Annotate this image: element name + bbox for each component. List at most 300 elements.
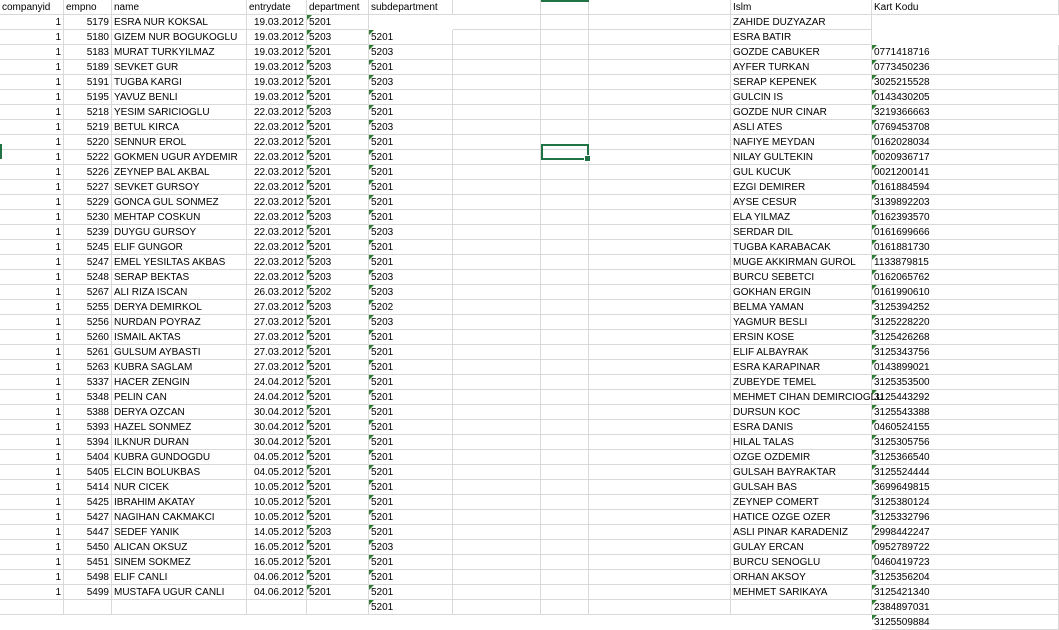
empty-cell[interactable]: [541, 360, 589, 375]
empty-cell[interactable]: [589, 255, 731, 270]
cell-kart-kodu[interactable]: 0161881730: [872, 240, 1059, 255]
empty-cell[interactable]: [589, 210, 731, 225]
cell-islm[interactable]: OZGE OZDEMIR: [731, 450, 872, 465]
empty-cell[interactable]: [589, 240, 731, 255]
cell-entrydate[interactable]: 19.03.2012: [247, 75, 307, 90]
column-header-entrydate[interactable]: entrydate: [247, 0, 307, 15]
cell-name[interactable]: MURAT TURKYILMAZ: [112, 45, 247, 60]
cell-subdepartment[interactable]: 5201: [369, 585, 453, 600]
cell-entrydate[interactable]: 27.03.2012: [247, 300, 307, 315]
empty-cell[interactable]: [589, 405, 731, 420]
cell-entrydate[interactable]: 22.03.2012: [247, 150, 307, 165]
cell-entrydate[interactable]: 22.03.2012: [247, 210, 307, 225]
cell-islm[interactable]: ZUBEYDE TEMEL: [731, 375, 872, 390]
cell-department[interactable]: 5201: [307, 15, 369, 30]
empty-cell[interactable]: [453, 150, 541, 165]
cell-subdepartment[interactable]: 5201: [369, 360, 453, 375]
cell-department[interactable]: 5203: [307, 30, 369, 45]
empty-cell[interactable]: [589, 165, 731, 180]
cell-name[interactable]: SEDEF YANIK: [112, 525, 247, 540]
cell-companyid[interactable]: 1: [0, 270, 64, 285]
cell-companyid[interactable]: 1: [0, 555, 64, 570]
cell-islm[interactable]: ESRA BATIR: [731, 30, 872, 45]
empty-cell[interactable]: [541, 210, 589, 225]
empty-cell[interactable]: [541, 255, 589, 270]
empty-cell[interactable]: [453, 45, 541, 60]
column-header-companyid[interactable]: companyid: [0, 0, 64, 15]
empty-cell[interactable]: [453, 375, 541, 390]
cell-kart-kodu[interactable]: 0162028034: [872, 135, 1059, 150]
empty-cell[interactable]: [453, 135, 541, 150]
cell-subdepartment[interactable]: 5201: [369, 465, 453, 480]
cell-kart-kodu[interactable]: 3125509884: [872, 615, 1059, 630]
cell-name[interactable]: HACER ZENGIN: [112, 375, 247, 390]
cell-companyid[interactable]: 1: [0, 540, 64, 555]
cell-kart-kodu[interactable]: 3125421340: [872, 585, 1059, 600]
cell-name[interactable]: GONCA GUL SONMEZ: [112, 195, 247, 210]
cell-kart-kodu[interactable]: 3125380124: [872, 495, 1059, 510]
empty-cell[interactable]: [541, 285, 589, 300]
cell-department[interactable]: 5201: [307, 585, 369, 600]
cell-kart-kodu[interactable]: 0143899021: [872, 360, 1059, 375]
empty-cell[interactable]: [541, 15, 589, 30]
empty-cell[interactable]: [369, 600, 453, 615]
cell-department[interactable]: 5203: [307, 270, 369, 285]
cell-companyid[interactable]: 1: [0, 285, 64, 300]
cell-name[interactable]: ALICAN OKSUZ: [112, 540, 247, 555]
cell-islm[interactable]: MEHMET CIHAN DEMIRCIOGLU: [733, 392, 884, 403]
cell-subdepartment[interactable]: 5203: [369, 285, 453, 300]
cell-name[interactable]: ISMAIL AKTAS: [112, 330, 247, 345]
cell-companyid[interactable]: 1: [0, 525, 64, 540]
cell-kart-kodu[interactable]: 2998442247: [872, 525, 1059, 540]
empty-cell[interactable]: [589, 315, 731, 330]
cell-islm[interactable]: ASLI PINAR KARADENIZ: [731, 525, 872, 540]
cell-empno[interactable]: 5218: [64, 105, 112, 120]
cell-entrydate[interactable]: 24.04.2012: [247, 390, 307, 405]
cell-companyid[interactable]: 1: [0, 45, 64, 60]
column-header-islm[interactable]: Islm: [731, 0, 872, 15]
empty-cell[interactable]: [589, 120, 731, 135]
cell-entrydate[interactable]: 19.03.2012: [247, 90, 307, 105]
empty-cell[interactable]: [453, 405, 541, 420]
cell-islm[interactable]: ESRA DANIS: [731, 420, 872, 435]
column-header-empno[interactable]: empno: [64, 0, 112, 15]
cell-companyid[interactable]: 1: [0, 345, 64, 360]
cell-kart-kodu[interactable]: 3125305756: [872, 435, 1059, 450]
cell-empno[interactable]: 5220: [64, 135, 112, 150]
empty-cell[interactable]: [453, 465, 541, 480]
cell-entrydate[interactable]: 22.03.2012: [247, 135, 307, 150]
cell-name[interactable]: YESIM SARICIOGLU: [112, 105, 247, 120]
empty-cell[interactable]: [589, 150, 731, 165]
cell-department[interactable]: 5201: [307, 480, 369, 495]
empty-cell[interactable]: [541, 495, 589, 510]
empty-cell[interactable]: [541, 390, 589, 405]
cell-empno[interactable]: 5263: [64, 360, 112, 375]
cell-subdepartment[interactable]: 5201: [369, 420, 453, 435]
cell-subdepartment[interactable]: 5202: [369, 300, 453, 315]
empty-cell[interactable]: [541, 225, 589, 240]
cell-empno[interactable]: 5248: [64, 270, 112, 285]
cell-kart-kodu[interactable]: 0460419723: [872, 555, 1059, 570]
cell-kart-kodu[interactable]: 3125524444: [872, 465, 1059, 480]
cell-subdepartment[interactable]: 5203: [369, 270, 453, 285]
cell-empno[interactable]: 5498: [64, 570, 112, 585]
cell-name[interactable]: GIZEM NUR BOGUKOGLU: [112, 30, 247, 45]
empty-cell[interactable]: [731, 600, 872, 615]
cell-kart-kodu[interactable]: 0020936717: [872, 150, 1059, 165]
cell-department[interactable]: 5201: [307, 570, 369, 585]
empty-cell[interactable]: [453, 495, 541, 510]
cell-subdepartment[interactable]: 5203: [369, 315, 453, 330]
empty-cell[interactable]: [0, 600, 64, 615]
empty-cell[interactable]: [589, 90, 731, 105]
cell-kart-kodu[interactable]: 3125343756: [872, 345, 1059, 360]
empty-cell[interactable]: [589, 195, 731, 210]
empty-cell[interactable]: [589, 300, 731, 315]
cell-islm[interactable]: GOZDE NUR CINAR: [731, 105, 872, 120]
cell-department[interactable]: 5201: [307, 405, 369, 420]
cell-companyid[interactable]: 1: [0, 150, 64, 165]
cell-entrydate[interactable]: 22.03.2012: [247, 195, 307, 210]
cell-department[interactable]: 5203: [307, 255, 369, 270]
cell-entrydate[interactable]: 04.06.2012: [247, 570, 307, 585]
cell-subdepartment[interactable]: 5203: [369, 45, 453, 60]
cell-empno[interactable]: 5451: [64, 555, 112, 570]
cell-companyid[interactable]: 1: [0, 360, 64, 375]
cell-name[interactable]: GULSUM AYBASTI: [112, 345, 247, 360]
empty-cell[interactable]: [453, 120, 541, 135]
cell-islm[interactable]: AYSE CESUR: [731, 195, 872, 210]
empty-cell[interactable]: [541, 510, 589, 525]
cell-empno[interactable]: 5222: [64, 150, 112, 165]
empty-cell[interactable]: [453, 300, 541, 315]
cell-companyid[interactable]: 1: [0, 135, 64, 150]
empty-cell[interactable]: [589, 525, 731, 540]
cell-kart-kodu[interactable]: 0771418716: [872, 45, 1059, 60]
cell-entrydate[interactable]: 19.03.2012: [247, 60, 307, 75]
empty-cell[interactable]: [453, 540, 541, 555]
empty-cell[interactable]: [541, 480, 589, 495]
cell-entrydate[interactable]: 30.04.2012: [247, 435, 307, 450]
empty-cell[interactable]: [453, 15, 541, 30]
empty-cell[interactable]: [112, 600, 247, 615]
empty-cell[interactable]: [541, 105, 589, 120]
cell-islm[interactable]: GULSAH BAYRAKTAR: [731, 465, 872, 480]
empty-cell[interactable]: [453, 75, 541, 90]
cell-empno[interactable]: 5226: [64, 165, 112, 180]
cell-kart-kodu[interactable]: 0021200141: [872, 165, 1059, 180]
empty-cell[interactable]: [589, 540, 731, 555]
empty-cell[interactable]: [589, 45, 731, 60]
cell-kart-kodu[interactable]: 3125426268: [872, 330, 1059, 345]
cell-department[interactable]: 5201: [307, 90, 369, 105]
cell-department[interactable]: 5201: [307, 45, 369, 60]
cell-subdepartment[interactable]: 5201: [369, 240, 453, 255]
empty-cell[interactable]: [589, 480, 731, 495]
cell-subdepartment[interactable]: 5201: [369, 165, 453, 180]
cell-entrydate[interactable]: 19.03.2012: [247, 45, 307, 60]
empty-cell[interactable]: [589, 0, 731, 15]
empty-cell[interactable]: [541, 30, 589, 45]
cell-kart-kodu[interactable]: 0162393570: [872, 210, 1059, 225]
empty-cell[interactable]: [453, 525, 541, 540]
cell-empno[interactable]: 5256: [64, 315, 112, 330]
empty-cell[interactable]: [541, 525, 589, 540]
empty-cell[interactable]: [453, 345, 541, 360]
cell-kart-kodu[interactable]: 0161699666: [872, 225, 1059, 240]
cell-department[interactable]: 5201: [307, 390, 369, 405]
cell-islm[interactable]: NAFIYE MEYDAN: [731, 135, 872, 150]
empty-cell[interactable]: [589, 435, 731, 450]
cell-entrydate[interactable]: 27.03.2012: [247, 360, 307, 375]
cell-companyid[interactable]: 1: [0, 480, 64, 495]
cell-name[interactable]: DERYA OZCAN: [112, 405, 247, 420]
empty-cell[interactable]: [453, 480, 541, 495]
empty-cell[interactable]: [541, 585, 589, 600]
cell-entrydate[interactable]: 22.03.2012: [247, 105, 307, 120]
cell-department[interactable]: 5201: [307, 330, 369, 345]
cell-subdepartment[interactable]: 5201: [369, 480, 453, 495]
cell-department[interactable]: 5201: [307, 165, 369, 180]
empty-cell[interactable]: [541, 570, 589, 585]
cell-subdepartment[interactable]: 5201: [369, 435, 453, 450]
empty-cell[interactable]: [541, 555, 589, 570]
empty-cell[interactable]: [589, 465, 731, 480]
cell-entrydate[interactable]: 10.05.2012: [247, 510, 307, 525]
cell-subdepartment[interactable]: 5201: [369, 195, 453, 210]
cell-islm[interactable]: HILAL TALAS: [731, 435, 872, 450]
cell-empno[interactable]: 5180: [64, 30, 112, 45]
cell-department[interactable]: 5201: [307, 180, 369, 195]
cell-department[interactable]: 5201: [307, 135, 369, 150]
cell-companyid[interactable]: 1: [0, 210, 64, 225]
cell-kart-kodu[interactable]: 3125356204: [872, 570, 1059, 585]
empty-cell[interactable]: [589, 75, 731, 90]
empty-cell[interactable]: [589, 345, 731, 360]
empty-cell[interactable]: [589, 510, 731, 525]
cell-empno[interactable]: 5404: [64, 450, 112, 465]
cell-islm[interactable]: GOKHAN ERGIN: [731, 285, 872, 300]
empty-cell[interactable]: [453, 435, 541, 450]
empty-cell[interactable]: [541, 0, 589, 15]
cell-empno[interactable]: 5179: [64, 15, 112, 30]
empty-cell[interactable]: [589, 180, 731, 195]
empty-cell[interactable]: [453, 390, 541, 405]
cell-entrydate[interactable]: 24.04.2012: [247, 375, 307, 390]
cell-kart-kodu[interactable]: 3125443292: [872, 390, 1059, 405]
cell-kart-kodu[interactable]: 3219366663: [872, 105, 1059, 120]
cell-name[interactable]: SEVKET GURSOY: [112, 180, 247, 195]
cell-subdepartment[interactable]: 5201: [369, 450, 453, 465]
cell-companyid[interactable]: 1: [0, 255, 64, 270]
cell-islm[interactable]: GULCIN IS: [731, 90, 872, 105]
cell-islm[interactable]: ELA YILMAZ: [731, 210, 872, 225]
cell-entrydate[interactable]: 22.03.2012: [247, 240, 307, 255]
cell-islm[interactable]: GUL KUCUK: [731, 165, 872, 180]
empty-cell[interactable]: [453, 0, 541, 15]
cell-empno[interactable]: 5337: [64, 375, 112, 390]
empty-cell[interactable]: [541, 300, 589, 315]
empty-cell[interactable]: [453, 60, 541, 75]
empty-cell[interactable]: [453, 105, 541, 120]
empty-cell[interactable]: [453, 420, 541, 435]
cell-entrydate[interactable]: 30.04.2012: [247, 405, 307, 420]
cell-department[interactable]: 5203: [307, 60, 369, 75]
empty-cell[interactable]: [453, 270, 541, 285]
cell-subdepartment[interactable]: 5201: [369, 330, 453, 345]
empty-cell[interactable]: [589, 495, 731, 510]
cell-entrydate[interactable]: 27.03.2012: [247, 330, 307, 345]
cell-department[interactable]: 5201: [307, 75, 369, 90]
cell-islm[interactable]: ORHAN AKSOY: [731, 570, 872, 585]
cell-department[interactable]: 5201: [307, 540, 369, 555]
cell-name[interactable]: ELIF GUNGOR: [112, 240, 247, 255]
cell-empno[interactable]: 5427: [64, 510, 112, 525]
cell-department[interactable]: 5203: [307, 300, 369, 315]
empty-cell[interactable]: [589, 555, 731, 570]
cell-empno[interactable]: 5229: [64, 195, 112, 210]
empty-cell[interactable]: [453, 510, 541, 525]
empty-cell[interactable]: [453, 30, 541, 45]
cell-department[interactable]: 5202: [307, 285, 369, 300]
cell-department[interactable]: 5201: [307, 495, 369, 510]
cell-subdepartment[interactable]: 5203: [369, 540, 453, 555]
cell-name[interactable]: ESRA NUR KOKSAL: [112, 15, 247, 30]
empty-cell[interactable]: [541, 330, 589, 345]
cell-name[interactable]: SINEM SOKMEZ: [112, 555, 247, 570]
cell-subdepartment[interactable]: 5201: [369, 210, 453, 225]
empty-cell[interactable]: [541, 375, 589, 390]
cell-kart-kodu[interactable]: 3125332796: [872, 510, 1059, 525]
empty-cell[interactable]: [541, 420, 589, 435]
empty-cell[interactable]: [453, 165, 541, 180]
cell-name[interactable]: IBRAHIM AKATAY: [112, 495, 247, 510]
empty-cell[interactable]: [541, 195, 589, 210]
cell-empno[interactable]: 5247: [64, 255, 112, 270]
empty-cell[interactable]: [589, 105, 731, 120]
cell-name[interactable]: SENNUR EROL: [112, 135, 247, 150]
cell-subdepartment[interactable]: 5201: [369, 525, 453, 540]
cell-subdepartment[interactable]: 5201: [369, 90, 453, 105]
cell-islm[interactable]: ASLI ATES: [731, 120, 872, 135]
cell-entrydate[interactable]: 27.03.2012: [247, 315, 307, 330]
cell-name[interactable]: HAZEL SONMEZ: [112, 420, 247, 435]
cell-kart-kodu[interactable]: 3125353500: [872, 375, 1059, 390]
cell-kart-kodu[interactable]: 0773450236: [872, 60, 1059, 75]
empty-cell[interactable]: [453, 315, 541, 330]
cell-entrydate[interactable]: 16.05.2012: [247, 555, 307, 570]
cell-islm[interactable]: SERDAR DIL: [731, 225, 872, 240]
cell-empno[interactable]: 5414: [64, 480, 112, 495]
cell-department[interactable]: 5201: [307, 435, 369, 450]
cell-subdepartment[interactable]: 5201: [369, 405, 453, 420]
cell-empno[interactable]: 5227: [64, 180, 112, 195]
cell-entrydate[interactable]: 22.03.2012: [247, 270, 307, 285]
empty-cell[interactable]: [453, 285, 541, 300]
empty-cell[interactable]: [453, 450, 541, 465]
cell-name[interactable]: ELIF CANLI: [112, 570, 247, 585]
empty-cell[interactable]: [453, 90, 541, 105]
cell-name[interactable]: YAVUZ BENLI: [112, 90, 247, 105]
cell-entrydate[interactable]: 19.03.2012: [247, 15, 307, 30]
cell-subdepartment[interactable]: 5201: [369, 135, 453, 150]
cell-subdepartment[interactable]: 5203: [369, 75, 453, 90]
cell-companyid[interactable]: 1: [0, 375, 64, 390]
cell-subdepartment[interactable]: 5201: [369, 600, 453, 615]
empty-cell[interactable]: [453, 585, 541, 600]
cell-kart-kodu[interactable]: 0161884594: [872, 180, 1059, 195]
empty-cell[interactable]: [541, 75, 589, 90]
cell-companyid[interactable]: 1: [0, 105, 64, 120]
empty-cell[interactable]: [589, 570, 731, 585]
cell-companyid[interactable]: 1: [0, 30, 64, 45]
cell-companyid[interactable]: 1: [0, 390, 64, 405]
empty-cell[interactable]: [453, 210, 541, 225]
empty-cell[interactable]: [541, 270, 589, 285]
column-header-department[interactable]: department: [307, 0, 369, 15]
cell-empno[interactable]: 5447: [64, 525, 112, 540]
cell-empno[interactable]: 5388: [64, 405, 112, 420]
cell-islm[interactable]: AYFER TURKAN: [731, 60, 872, 75]
cell-department[interactable]: 5201: [307, 240, 369, 255]
empty-cell[interactable]: [541, 240, 589, 255]
cell-empno[interactable]: 5191: [64, 75, 112, 90]
column-header-name[interactable]: name: [112, 0, 247, 15]
cell-companyid[interactable]: 1: [0, 330, 64, 345]
cell-subdepartment[interactable]: 5201: [369, 105, 453, 120]
cell-islm[interactable]: ESRA KARAPINAR: [731, 360, 872, 375]
empty-cell[interactable]: [541, 90, 589, 105]
empty-cell[interactable]: [541, 45, 589, 60]
cell-department[interactable]: 5201: [307, 225, 369, 240]
cell-islm[interactable]: GULAY ERCAN: [731, 540, 872, 555]
cell-islm[interactable]: MUGE AKKIRMAN GUROL: [731, 255, 872, 270]
cell-kart-kodu[interactable]: 3125366540: [872, 450, 1059, 465]
cell-entrydate[interactable]: 22.03.2012: [247, 180, 307, 195]
cell-islm[interactable]: ELIF ALBAYRAK: [731, 345, 872, 360]
cell-islm[interactable]: BURCU SENOGLU: [731, 555, 872, 570]
empty-cell[interactable]: [541, 180, 589, 195]
cell-kart-kodu[interactable]: 3125228220: [872, 315, 1059, 330]
cell-name[interactable]: MEHTAP COSKUN: [112, 210, 247, 225]
empty-cell[interactable]: [589, 285, 731, 300]
empty-cell[interactable]: [453, 240, 541, 255]
empty-cell[interactable]: [589, 270, 731, 285]
cell-entrydate[interactable]: 22.03.2012: [247, 120, 307, 135]
cell-companyid[interactable]: 1: [0, 495, 64, 510]
cell-entrydate[interactable]: 14.05.2012: [247, 525, 307, 540]
empty-cell[interactable]: [541, 165, 589, 180]
cell-companyid[interactable]: 1: [0, 75, 64, 90]
cell-kart-kodu[interactable]: 3139892203: [872, 195, 1059, 210]
cell-companyid[interactable]: 1: [0, 405, 64, 420]
empty-cell[interactable]: [589, 60, 731, 75]
cell-entrydate[interactable]: 22.03.2012: [247, 225, 307, 240]
cell-islm[interactable]: DURSUN KOC: [731, 405, 872, 420]
cell-companyid[interactable]: 1: [0, 315, 64, 330]
cell-companyid[interactable]: 1: [0, 435, 64, 450]
cell-islm[interactable]: BELMA YAMAN: [731, 300, 872, 315]
cell-subdepartment[interactable]: 5201: [369, 30, 453, 45]
empty-cell[interactable]: [541, 345, 589, 360]
cell-name[interactable]: EMEL YESILTAS AKBAS: [112, 255, 247, 270]
cell-name[interactable]: BETUL KIRCA: [112, 120, 247, 135]
cell-empno[interactable]: 5425: [64, 495, 112, 510]
empty-cell[interactable]: [589, 360, 731, 375]
cell-department[interactable]: 5201: [307, 450, 369, 465]
